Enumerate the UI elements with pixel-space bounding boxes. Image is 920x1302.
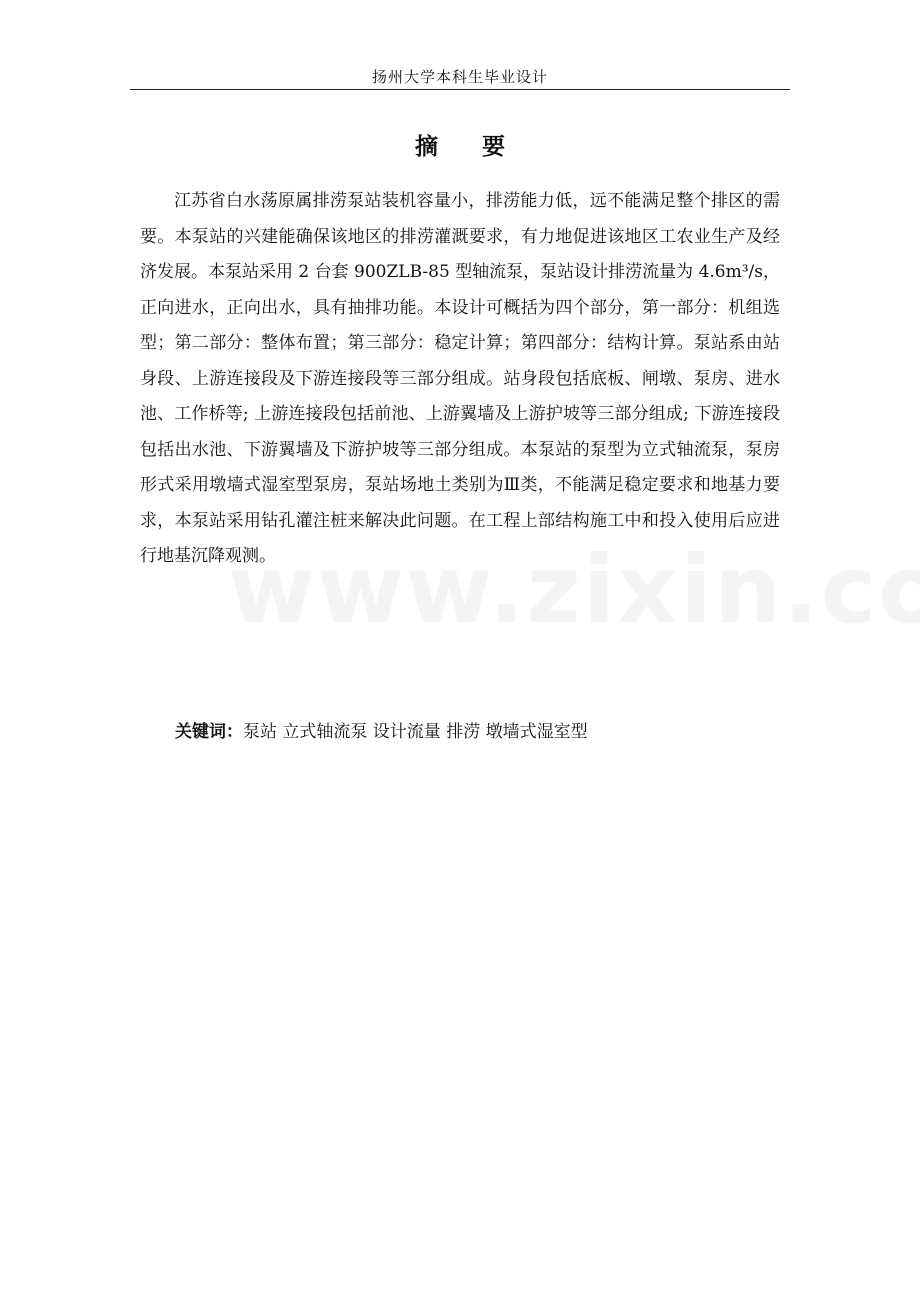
keywords-label: 关键词： bbox=[175, 722, 243, 742]
page-header: 扬州大学本科生毕业设计 bbox=[371, 68, 548, 86]
header-divider bbox=[130, 89, 790, 90]
abstract-body: 江苏省白水荡原属排涝泵站装机容量小，排涝能力低，远不能满足整个排区的需要。本泵站的兴建能确保该地区的排涝灌溉要求，有力地促进该地区工农业生产及经济发展。本泵站采用 2 台套 900ZLB-85 型轴流泵，泵站设计排涝流量为 4.6m³/s，正向进水，正向出水，具有抽排功能。本设计可概括为四个部分，第一部分：机组选型；第二部分：整体布置；第三部分：稳定计算；第四部分：结构计算。泵站系由站身段、上游连接段及下游连接段等三部分组成。站身段包括底板、闸墩、泵房、进水池、工作桥等; 上游连接段包括前池、上游翼墙及上游护坡等三部分组成; 下游连接段包括出水池、下游翼墙及下游护坡等三部分组成。本泵站的泵型为立式轴流泵，泵房形式采用墩墙式湿室型泵房，泵站场地土类别为Ⅲ类，不能满足稳定要求和地基力要求，本泵站采用钻孔灌注桩来解决此问题。在工程上部结构施工中和投入使用后应进行地基沉降观测。 bbox=[140, 191, 780, 566]
abstract-title: 摘 要 bbox=[414, 133, 523, 160]
keywords-line bbox=[175, 715, 795, 750]
keywords-list: 泵站 立式轴流泵 设计流量 排涝 墩墙式湿室型 bbox=[243, 722, 588, 742]
